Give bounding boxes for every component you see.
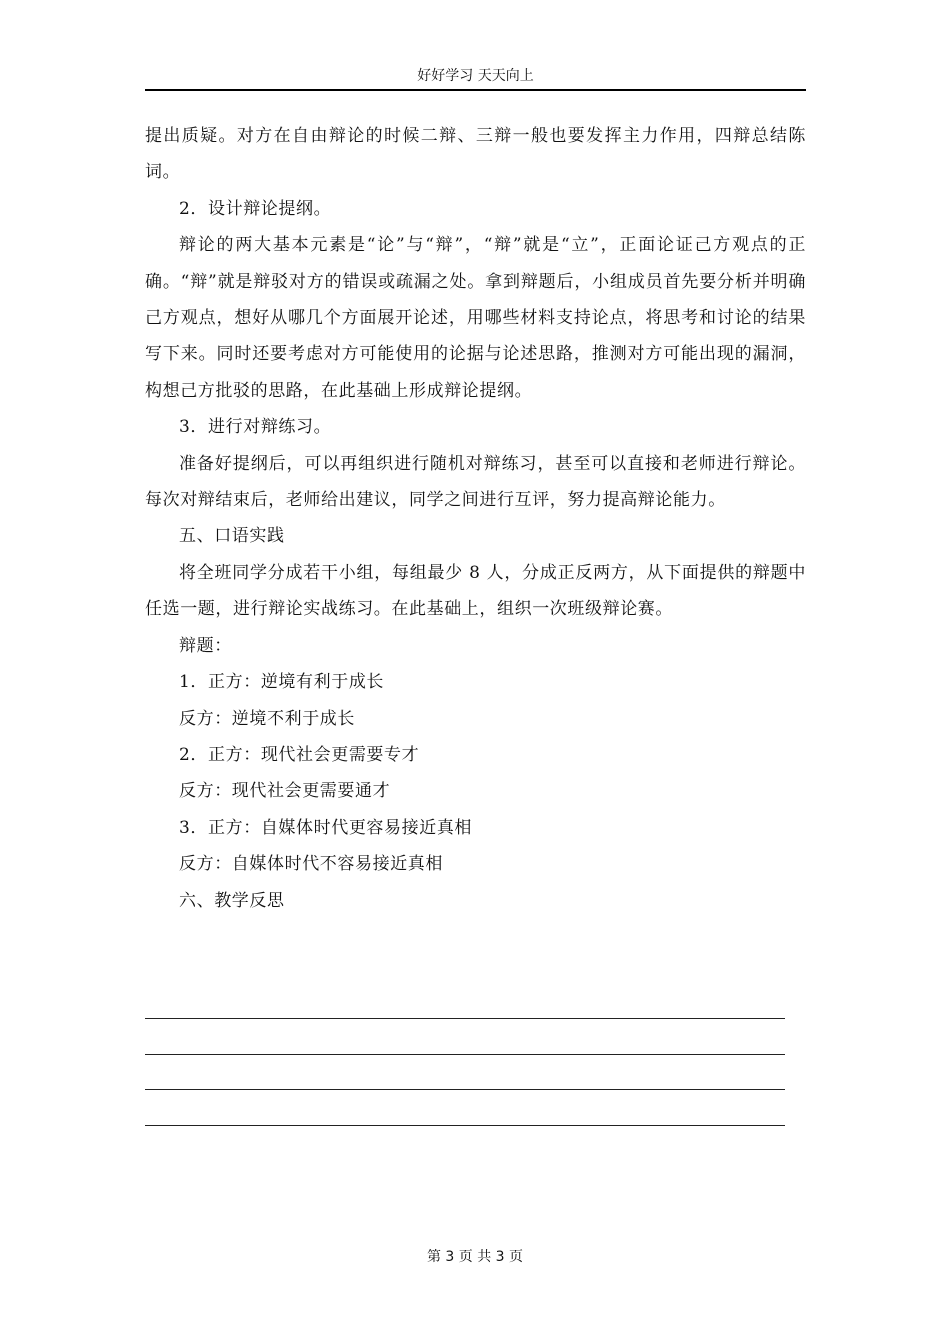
section-heading-oral-practice: 五、口语实践 [179,526,285,547]
topic-1-negative: 反方：逆境不利于成长 [179,708,355,729]
writing-line [145,1125,785,1161]
topic-1-affirmative: 1．正方：逆境有利于成长 [179,672,385,693]
page-number: 第 3 页 共 3 页 [426,1249,524,1265]
paragraph-practice: 准备好提纲后，可以再组织进行随机对辩练习，甚至可以直接和老师进行辩论。每次对辩结束后，老师给出建议，同学之间进行互评，努力提高辩论能力。 [145,453,806,511]
paragraph-grouping: 将全班同学分成若干小组，每组最少 8 人，分成正反两方，从下面提供的辩题中任选一题，进行辩论实战练习。在此基础上，组织一次班级辩论赛。 [145,562,806,620]
page-footer [0,1246,950,1266]
header-text: 好好学习 天天向上 [417,68,534,84]
document-body [145,118,806,919]
paragraph-debate-outline: 辩论的两大基本元素是“论”与“辩”，“辩”就是“立”，正面论证己方观点的正确。“辩”就是辩驳对方的错误或疏漏之处。拿到辩题后，小组成员首先要分析并明确己方观点，想好从哪几个方面展开论述，用哪些材料支持论点，将思考和讨论的结果写下来。同时还要考虑对方可能使用的论据与论述思路，推测对方可能出现的漏洞，构想己方批驳的思路，在此基础上形成辩论提纲。 [145,235,806,401]
topic-3-affirmative: 3．正方：自媒体时代更容易接近真相 [179,817,473,838]
paragraph-topics-label: 辩题： [179,635,232,656]
topic-2-negative: 反方：现代社会更需要通才 [179,781,391,802]
writing-line [145,1018,785,1054]
page-header [145,64,806,91]
reflection-writing-lines [145,1018,785,1160]
paragraph-item-2-heading: 2．设计辩论提纲。 [179,198,332,219]
writing-line [145,1089,785,1125]
writing-line [145,1054,785,1090]
section-heading-reflection: 六、教学反思 [179,890,285,911]
topic-3-negative: 反方：自媒体时代不容易接近真相 [179,854,443,875]
paragraph-continuation: 提出质疑。对方在自由辩论的时候二辩、三辩一般也要发挥主力作用，四辩总结陈词。 [145,126,806,183]
topic-2-affirmative: 2．正方：现代社会更需要专才 [179,744,420,765]
paragraph-item-3-heading: 3．进行对辩练习。 [179,417,332,438]
